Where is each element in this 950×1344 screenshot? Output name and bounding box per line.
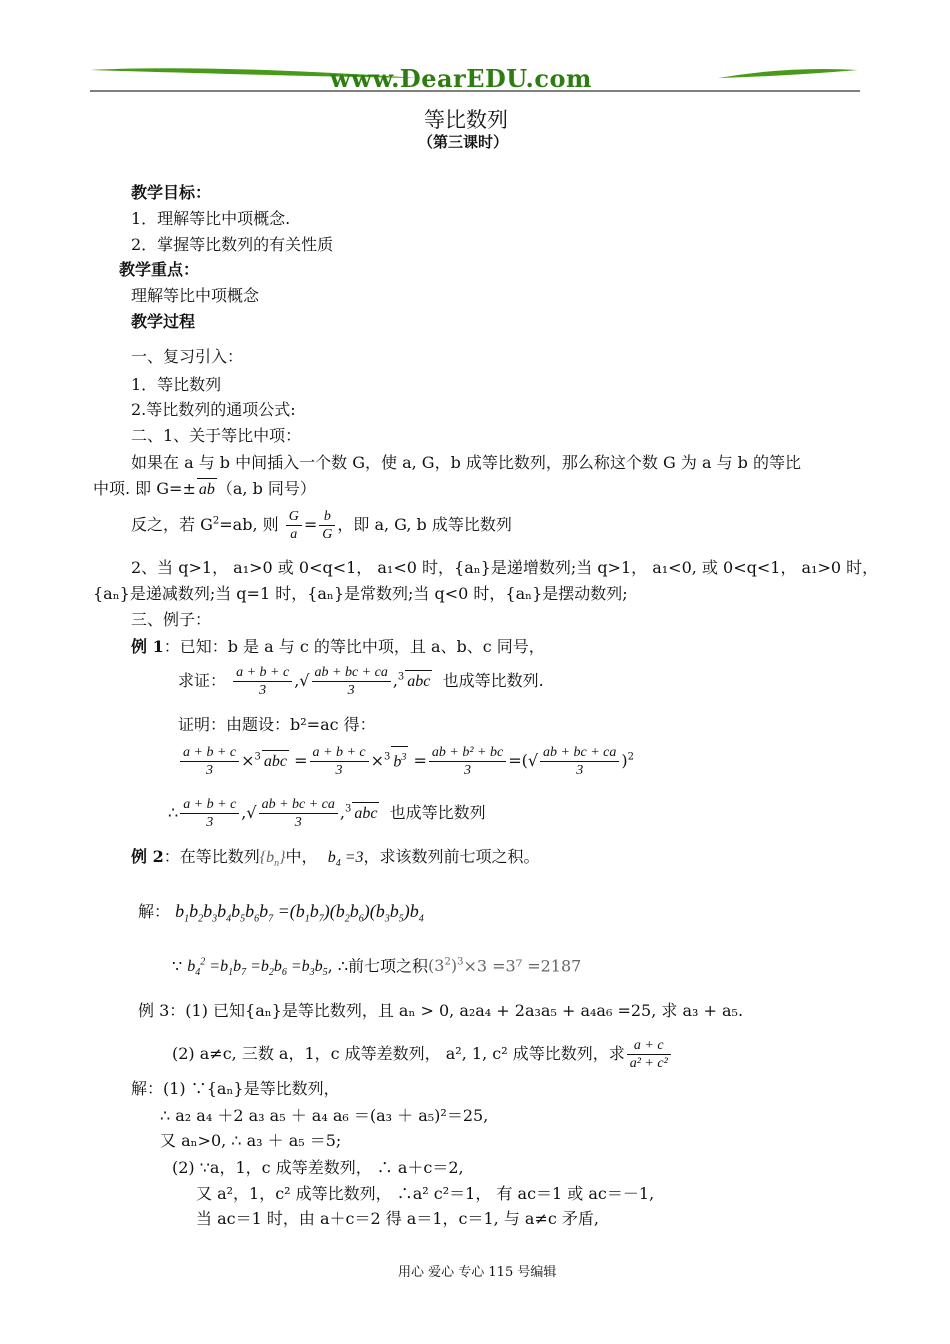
section-1: 一、复习引入：	[131, 347, 244, 366]
process-heading: 教学过程	[131, 312, 196, 331]
example-1-prove: 求证： $\frac{a + b + c}{3}$ ,√ $\frac{ab + bc + ca}{3}$ ,$^3$ abc 也成等比数列.	[178, 665, 544, 698]
example-3-part-1: 例 3：(1) 已知{aₙ}是等比数列，且 aₙ > 0, a₂a₄ + 2a₃a₅ + a₄a₆ =25, 求 a₃ + a₅.	[138, 1001, 744, 1020]
section-1-item-2: 2.等比数列的通项公式:	[131, 400, 296, 419]
goal-2: 2．掌握等比数列的有关性质	[131, 235, 334, 254]
property-line-2: {aₙ}是递减数列;当 q=1 时，{aₙ}是常数列;当 q<0 时，{aₙ}是摆动数列;	[93, 584, 628, 603]
goals-heading: 教学目标：	[131, 183, 212, 202]
section-3: 三、例子：	[131, 610, 212, 629]
converse-line: 反之，若 $G^2=ab$, 则 $\frac{G}{a}$ = $\frac{b}{G}$ ，即 a, G, b 成等比数列	[131, 509, 512, 542]
page-title: 等比数列	[424, 108, 508, 132]
property-line-1: 2、当 q>1， a₁>0 或 0<q<1， a₁<0 时，{aₙ}是递增数列;当 q>1， a₁<0, 或 0<q<1， a₁>0 时，	[131, 558, 879, 577]
solution-line-1: ∴ a₂ a₄ ＋2 a₃ a₅ ＋ a₄ a₆ ＝(a₃ ＋ a₅)²＝25,	[160, 1106, 489, 1125]
site-logo: www.DearEDU.com	[330, 64, 592, 93]
definition-line-1: 如果在 a 与 b 中间插入一个数 G，使 a, G，b 成等比数列，那么称这个数 G 为 a 与 b 的等比	[131, 453, 801, 472]
definition-line-2: 中项. 即 G=± ab （a, b 同号）	[93, 478, 316, 501]
example-2-step: ∵ $b_4^2 =b_1b_7 =b_2b_6 =b_3b_5$, ∴前七项之积$(3^2)^3\times 3 =3^7 =2187$	[172, 956, 582, 979]
example-3-part-2: (2) a≠c, 三数 a，1，c 成等差数列， a², 1, c² 成等比数列，求 $\frac{a + c}{\text{a² + c²}}$	[172, 1037, 673, 1072]
example-1-conclusion: ∴ $\frac{a + b + c}{3}$ ,√ $\frac{ab + bc + ca}{3}$ ,$^3$ abc 也成等比数列	[168, 797, 486, 830]
solution-line-2: 又 aₙ>0, ∴ a₃ ＋ a₅ ＝5;	[160, 1131, 342, 1150]
example-1-statement: 例 1：已知：b 是 a 与 c 的等比中项，且 a、b、c 同号，	[131, 637, 545, 656]
solution-line-4: 又 a²，1，c² 成等比数列， ∴a² c²＝1， 有 ac＝1 或 ac＝－1,	[196, 1184, 655, 1203]
example-2-solution: 解： $b_1b_2b_3b_4b_5b_6b_7 =(b_1b_7)(b_2b_6)(b_3b_5)b_4$	[138, 901, 424, 925]
solution-line-3: (2) ∵a，1，c 成等差数列， ∴ a＋c＝2,	[172, 1158, 464, 1177]
example-1-equation: $\frac{a + b + c}{3}$ ×$^3$ abc = $\frac{a + b + c}{3}$ ×$^3$ $b^3$ = $\frac{\text{ab + b² + bc}}{3}$ =(√ $\frac{ab + bc + ca}{3}$ )$^2$	[178, 744, 634, 779]
section-2: 二、1、关于等比中项：	[131, 426, 302, 445]
page-subtitle: （第三课时）	[418, 133, 509, 151]
example-2-statement: 例 2：在等比数列$\{b_n\}$中， $b_4 =3$，求该数列前七项之积。	[131, 847, 540, 870]
solution-heading: 解：(1) ∵{aₙ}是等比数列，	[131, 1079, 340, 1098]
goal-1: 1．理解等比中项概念.	[131, 209, 291, 228]
sqrt-ab: ab	[197, 478, 217, 501]
key-heading: 教学重点：	[119, 260, 200, 279]
page-footer: 用心 爱心 专心 115 号编辑	[398, 1265, 557, 1280]
key-text: 理解等比中项概念	[131, 286, 260, 305]
solution-line-5: 当 ac＝1 时，由 a＋c＝2 得 a＝1，c＝1, 与 a≠c 矛盾,	[196, 1209, 599, 1228]
section-1-item-1: 1．等比数列	[131, 375, 222, 394]
example-1-proof: 证明：由题设：b²=ac 得：	[178, 715, 376, 734]
